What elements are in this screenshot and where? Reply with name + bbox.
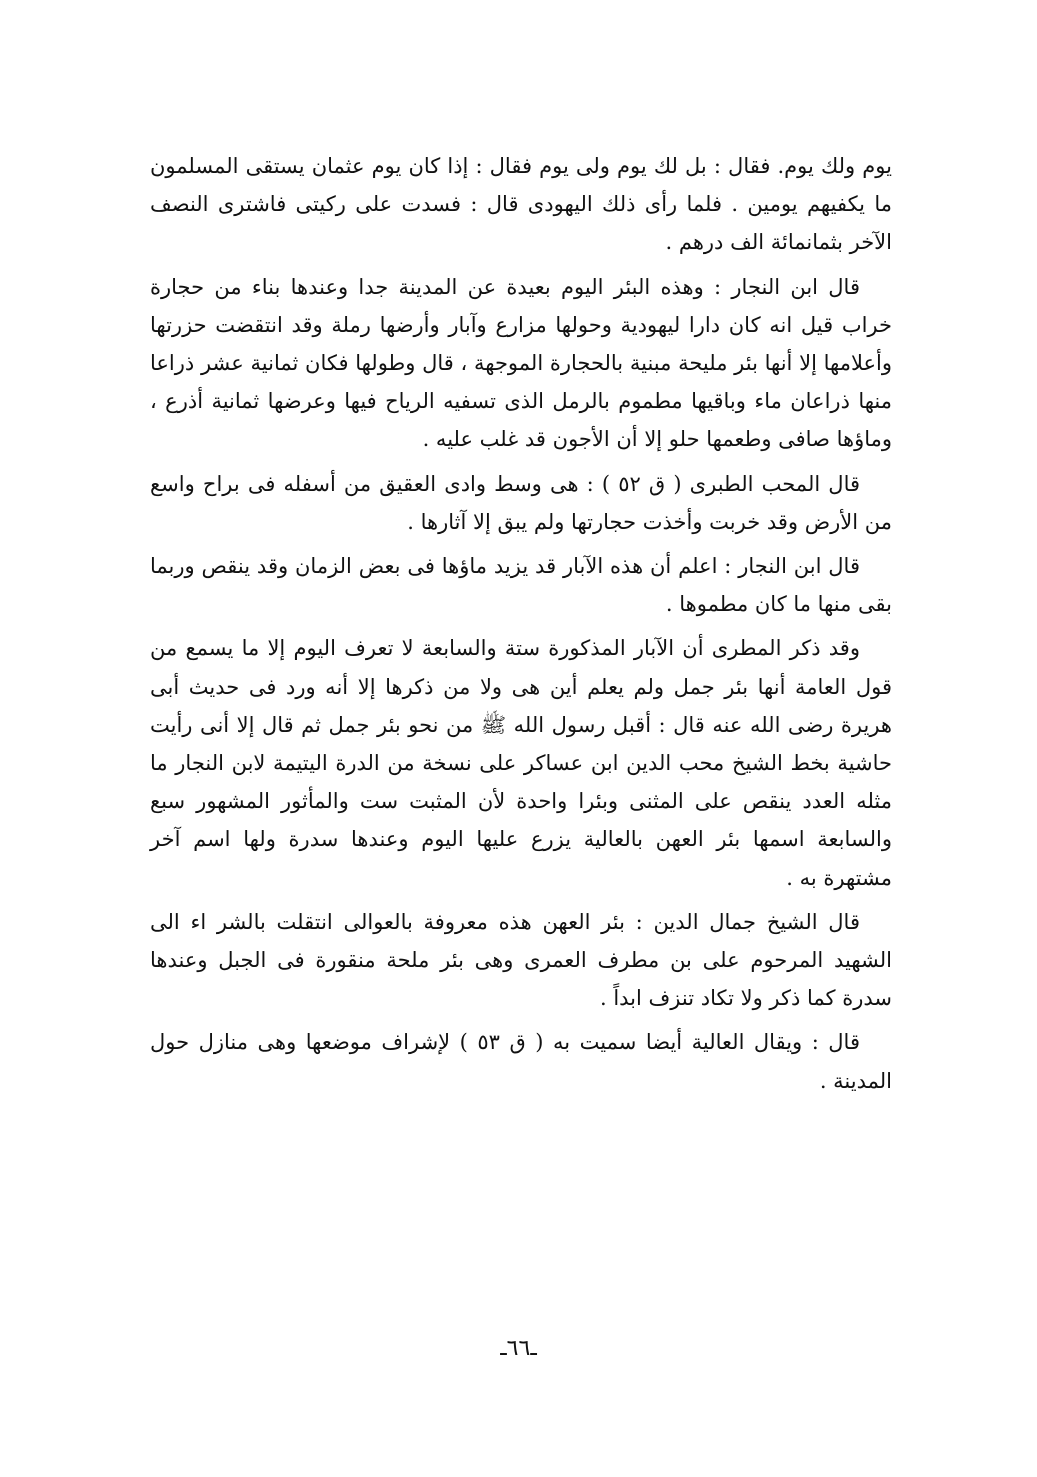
paragraph: قال المحب الطبرى ( ق ٥٢ ) : هى وسط وادى العقيق من أسفله فى براح واسع من الأرض وقد خربت وأخذت حجارتها ولم يبق إلا آثارها . bbox=[150, 471, 892, 534]
paragraph: وقد ذكر المطرى أن الآبار المذكورة ستة والسابعة لا تعرف اليوم إلا ما يسمع من قول العامة أنها بئر جمل ولم يعلم أين هى ولا من ذكرها إلا أنه ورد فى حديث أبى هريرة رضى الله عنه قال : أقبل رسول الله ﷺ من نحو بئر جمل ثم قال إلا أنى رأيت حاشية بخط الشيخ محب الدين ابن عساكر على نسخة من الدرة اليتيمة لابن النجار ما مثله العدد ينقص على المثنى وبئرا واحدة لأن المثبت ست والمأثور المشهور سبع والسابعة اسمها بئر العهن بالعالية يزرع عليها اليوم وعندها سدرة ولها اسم آخر مشتهرة به . bbox=[150, 636, 892, 890]
paragraph: قال الشيخ جمال الدين : بئر العهن هذه معروفة بالعوالى انتقلت بالشر اء الى الشهيد المرحوم على بن مطرف العمرى وهى بئر ملحة منقورة فى الجبل وعندها سدرة كما ذكر ولا تكاد تنزف ابداً . bbox=[150, 909, 892, 1011]
paragraph: قال ابن النجار : وهذه البئر اليوم بعيدة عن المدينة جدا وعندها بناء من حجارة خراب قيل انه كان دارا ليهودية وحولها مزارع وآبار وأرضها رملة وقد انتقضت حزرتها وأعلامها إلا أنها بئر مليحة مبنية بالحجارة الموجهة ، قال وطولها فكان ثمانية عشر ذراعا منها ذراعان ماء وباقيها مطموم بالرمل الذى تسفيه الرياح فيها وعرضها ثمانية أذرع ، وماؤها صافى وطعمها حلو إلا أن الأجون قد غلب عليه . bbox=[150, 274, 892, 452]
page-number: ـ٦٦ـ bbox=[500, 1336, 537, 1361]
paragraph: يوم ولك يوم. فقال : بل لك يوم ولى يوم فقال : إذا كان يوم عثمان يستقى المسلمون ما يكفيهم يومين . فلما رأى ذلك اليهودى قال : فسدت على ركيتى فاشترى النصف الآخر بثمانمائة الف درهم . bbox=[150, 154, 892, 255]
body-text bbox=[150, 147, 892, 1106]
paragraph: قال : ويقال العالية أيضا سميت به ( ق ٥٣ ) لإشراف موضعها وهى منازل حول المدينة . bbox=[150, 1030, 892, 1093]
paragraph: قال ابن النجار : اعلم أن هذه الآبار قد يزيد ماؤها فى بعض الزمان وقد ينقص وربما بقى منها ما كان مطموها . bbox=[150, 554, 892, 617]
